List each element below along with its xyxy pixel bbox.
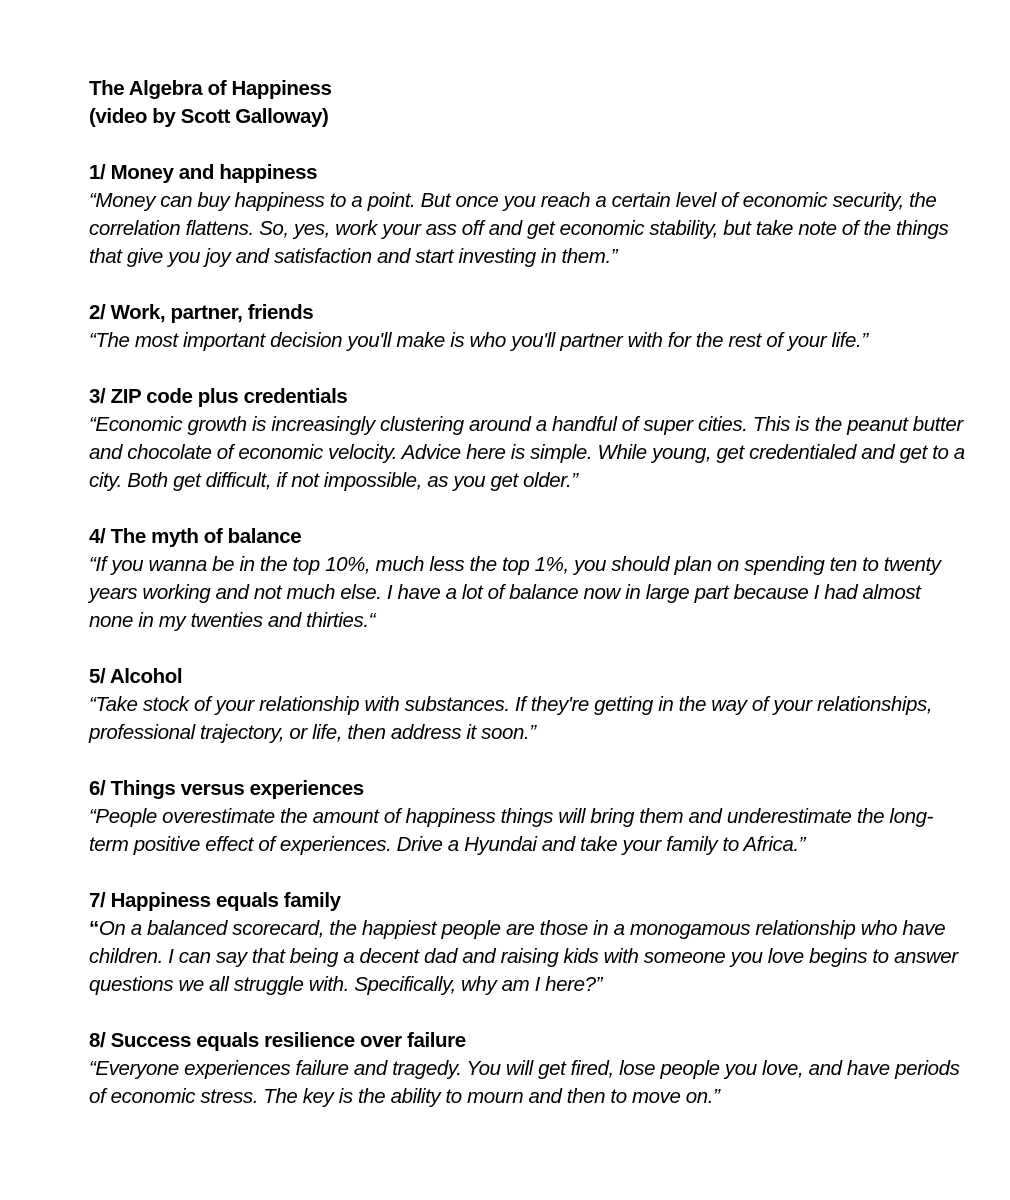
- document-title: The Algebra of Happiness: [89, 77, 332, 100]
- section-quote: “Economic growth is increasingly clustering around a handful of super cities. This is the peanut butter and chocolate of economic velocity. Advice here is simple. While young, get credentialed and get to a city. Both get difficult, if not impossible, as you get older.”: [89, 413, 965, 492]
- section-quote-text: On a balanced scorecard, the happiest people are those in a monogamous relationship who have children. I can say that being a decent dad and raising kids with someone you love begins to answer questions we all struggle with. Specifically, why am I here?”: [89, 917, 958, 996]
- section-quote: “Everyone experiences failure and tragedy. You will get fired, lose people you love, and have periods of economic stress. The key is the ability to mourn and then to move on.”: [89, 1057, 960, 1108]
- section-quote: “The most important decision you'll make is who you'll partner with for the rest of your life.”: [89, 329, 868, 352]
- section-heading: 7/ Happiness equals family: [89, 889, 341, 912]
- section-things-versus-experiences: [89, 775, 969, 859]
- section-heading: 3/ ZIP code plus credentials: [89, 385, 348, 408]
- section-work-partner-friends: [89, 299, 969, 355]
- section-heading: 1/ Money and happiness: [89, 161, 318, 184]
- section-myth-of-balance: [89, 523, 969, 635]
- section-heading: 6/ Things versus experiences: [89, 777, 364, 800]
- section-zip-code-plus-credentials: [89, 383, 969, 495]
- document: [89, 75, 969, 1139]
- section-happiness-equals-family: [89, 887, 969, 999]
- section-heading: 4/ The myth of balance: [89, 525, 302, 548]
- document-subtitle: (video by Scott Galloway): [89, 105, 329, 128]
- section-quote: “Money can buy happiness to a point. But once you reach a certain level of economic security, the correlation flattens. So, yes, work your ass off and get economic stability, but take note of the things that give you joy and satisfaction and start investing in them.”: [89, 189, 949, 268]
- section-heading: 5/ Alcohol: [89, 665, 183, 688]
- section-success-equals-resilience: [89, 1027, 969, 1111]
- section-alcohol: [89, 663, 969, 747]
- title-block: [89, 75, 969, 131]
- section-heading: 2/ Work, partner, friends: [89, 301, 314, 324]
- section-quote: “People overestimate the amount of happiness things will bring them and underestimate the long-term positive effect of experiences. Drive a Hyundai and take your family to Africa.”: [89, 805, 934, 856]
- section-quote: “If you wanna be in the top 10%, much less the top 1%, you should plan on spending ten to twenty years working and not much else. I have a lot of balance now in large part because I had almost none in my twenties and thirties.“: [89, 553, 941, 632]
- section-quote: [89, 915, 969, 999]
- section-money-and-happiness: [89, 159, 969, 271]
- section-quote: “Take stock of your relationship with substances. If they're getting in the way of your relationships, professional trajectory, or life, then address it soon.”: [89, 693, 933, 744]
- section-heading: 8/ Success equals resilience over failure: [89, 1029, 466, 1052]
- open-quote-mark: “: [89, 917, 99, 940]
